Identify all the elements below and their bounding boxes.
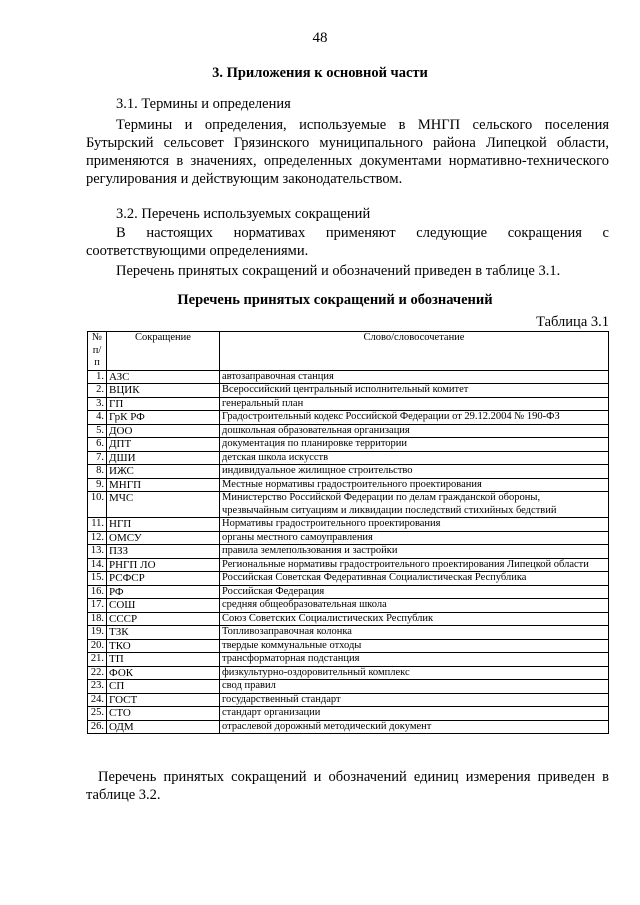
- row-abbreviation: СП: [107, 680, 220, 694]
- row-definition: средняя общеобразовательная школа: [220, 599, 609, 613]
- row-definition: документация по планировке территории: [220, 438, 609, 452]
- table-row: [88, 397, 609, 411]
- row-number: 11.: [88, 518, 107, 532]
- table-row: [88, 531, 609, 545]
- row-number: 23.: [88, 680, 107, 694]
- section-3-1-heading: 3.1. Термины и определения: [116, 96, 291, 112]
- row-definition: государственный стандарт: [220, 693, 609, 707]
- row-abbreviation: СТО: [107, 707, 220, 721]
- row-number: 19.: [88, 626, 107, 640]
- table-row: [88, 653, 609, 667]
- row-definition: Российская Советская Федеративная Социалистическая Республика: [220, 572, 609, 586]
- row-definition: Топливозаправочная колонка: [220, 626, 609, 640]
- section-3-2-reference: Перечень принятых сокращений и обозначений приведен в таблице 3.1.: [116, 263, 561, 279]
- row-definition: Всероссийский центральный исполнительный комитет: [220, 384, 609, 398]
- row-number: 15.: [88, 572, 107, 586]
- row-definition: твердые коммунальные отходы: [220, 639, 609, 653]
- row-definition: генеральный план: [220, 397, 609, 411]
- table-row: [88, 411, 609, 425]
- table-row: [88, 424, 609, 438]
- row-definition: детская школа искусств: [220, 451, 609, 465]
- row-abbreviation: ТЗК: [107, 626, 220, 640]
- section-3-2-heading: 3.2. Перечень используемых сокращений: [116, 206, 371, 222]
- row-abbreviation: ГОСТ: [107, 693, 220, 707]
- header-abbreviation: Сокращение: [107, 332, 220, 371]
- section-3-1-text: Термины и определения, используемые в МНГП сельского поселения Бутырский сельсовет Грязинского муниципального района Липецкой области, применяются в значениях, определенных документами нормативно-технического регулирования и действующим законодательством.: [86, 117, 609, 187]
- row-abbreviation: ГрК РФ: [107, 411, 220, 425]
- section-3-2-text: В настоящих нормативах применяют следующие сокращения с соответствующими определениями.: [86, 225, 609, 259]
- row-definition: свод правил: [220, 680, 609, 694]
- row-abbreviation: РСФСР: [107, 572, 220, 586]
- row-abbreviation: МНГП: [107, 478, 220, 492]
- row-number: 8.: [88, 465, 107, 479]
- row-number: 20.: [88, 639, 107, 653]
- row-number: 24.: [88, 693, 107, 707]
- row-abbreviation: НГП: [107, 518, 220, 532]
- row-definition: Российская Федерация: [220, 585, 609, 599]
- abbreviations-table: [87, 331, 609, 734]
- row-abbreviation: ВЦИК: [107, 384, 220, 398]
- table-row: [88, 465, 609, 479]
- table-row: [88, 438, 609, 452]
- row-number: 16.: [88, 585, 107, 599]
- row-abbreviation: ДПТ: [107, 438, 220, 452]
- header-number: № п/п: [88, 332, 107, 371]
- row-number: 25.: [88, 707, 107, 721]
- row-definition: Местные нормативы градостроительного проектирования: [220, 478, 609, 492]
- row-definition: Градостроительный кодекс Российской Федерации от 29.12.2004 № 190-ФЗ: [220, 411, 609, 425]
- table-row: [88, 585, 609, 599]
- table-row: [88, 720, 609, 734]
- row-abbreviation: МЧС: [107, 492, 220, 518]
- row-definition: органы местного самоуправления: [220, 531, 609, 545]
- row-number: 4.: [88, 411, 107, 425]
- row-definition: Союз Советских Социалистических Республик: [220, 612, 609, 626]
- row-abbreviation: ДШИ: [107, 451, 220, 465]
- row-abbreviation: ТП: [107, 653, 220, 667]
- row-abbreviation: ОДМ: [107, 720, 220, 734]
- section-title: 3. Приложения к основной части: [212, 65, 428, 81]
- row-abbreviation: ТКО: [107, 639, 220, 653]
- row-abbreviation: ОМСУ: [107, 531, 220, 545]
- row-number: 21.: [88, 653, 107, 667]
- row-definition: автозаправочная станция: [220, 370, 609, 384]
- row-definition: дошкольная образовательная организация: [220, 424, 609, 438]
- table-row: [88, 451, 609, 465]
- table-label: Таблица 3.1: [536, 314, 609, 330]
- table-row: [88, 518, 609, 532]
- table-row: [88, 666, 609, 680]
- row-number: 9.: [88, 478, 107, 492]
- table-row: [88, 626, 609, 640]
- row-number: 2.: [88, 384, 107, 398]
- row-number: 1.: [88, 370, 107, 384]
- row-definition: трансформаторная подстанция: [220, 653, 609, 667]
- table-row: [88, 707, 609, 721]
- table-row: [88, 478, 609, 492]
- row-definition: физкультурно-оздоровительный комплекс: [220, 666, 609, 680]
- row-definition: Региональные нормативы градостроительного проектирования Липецкой области: [220, 558, 609, 572]
- row-number: 26.: [88, 720, 107, 734]
- table-row: [88, 639, 609, 653]
- table-row: [88, 492, 609, 518]
- table-row: [88, 370, 609, 384]
- row-abbreviation: РНГП ЛО: [107, 558, 220, 572]
- row-number: 14.: [88, 558, 107, 572]
- row-abbreviation: РФ: [107, 585, 220, 599]
- page-number: 48: [312, 30, 328, 46]
- table-row: [88, 612, 609, 626]
- row-number: 10.: [88, 492, 107, 518]
- row-abbreviation: СССР: [107, 612, 220, 626]
- row-definition: индивидуальное жилищное строительство: [220, 465, 609, 479]
- row-number: 13.: [88, 545, 107, 559]
- row-abbreviation: СОШ: [107, 599, 220, 613]
- header-definition: Слово/словосочетание: [220, 332, 609, 371]
- table-title: Перечень принятых сокращений и обозначений: [177, 292, 493, 308]
- row-number: 3.: [88, 397, 107, 411]
- row-abbreviation: ФОК: [107, 666, 220, 680]
- row-number: 5.: [88, 424, 107, 438]
- row-number: 17.: [88, 599, 107, 613]
- row-abbreviation: ГП: [107, 397, 220, 411]
- table-row: [88, 558, 609, 572]
- row-number: 18.: [88, 612, 107, 626]
- row-definition: Министерство Российской Федерации по делам гражданской обороны, чрезвычайным ситуациям и ликвидации последствий стихийных бедствий: [220, 492, 609, 518]
- closing-paragraph: Перечень принятых сокращений и обозначений единиц измерения приведен в таблице 3.2.: [86, 769, 609, 803]
- table-row: [88, 384, 609, 398]
- row-definition: стандарт организации: [220, 707, 609, 721]
- table-row: [88, 680, 609, 694]
- row-definition: Нормативы градостроительного проектирования: [220, 518, 609, 532]
- row-definition: отраслевой дорожный методический документ: [220, 720, 609, 734]
- table-row: [88, 572, 609, 586]
- row-number: 6.: [88, 438, 107, 452]
- row-number: 7.: [88, 451, 107, 465]
- table-header-row: [88, 332, 609, 371]
- table-row: [88, 693, 609, 707]
- row-abbreviation: АЗС: [107, 370, 220, 384]
- table-row: [88, 545, 609, 559]
- row-abbreviation: ИЖС: [107, 465, 220, 479]
- row-number: 12.: [88, 531, 107, 545]
- row-abbreviation: ДОО: [107, 424, 220, 438]
- row-definition: правила землепользования и застройки: [220, 545, 609, 559]
- table-row: [88, 599, 609, 613]
- row-abbreviation: ПЗЗ: [107, 545, 220, 559]
- row-number: 22.: [88, 666, 107, 680]
